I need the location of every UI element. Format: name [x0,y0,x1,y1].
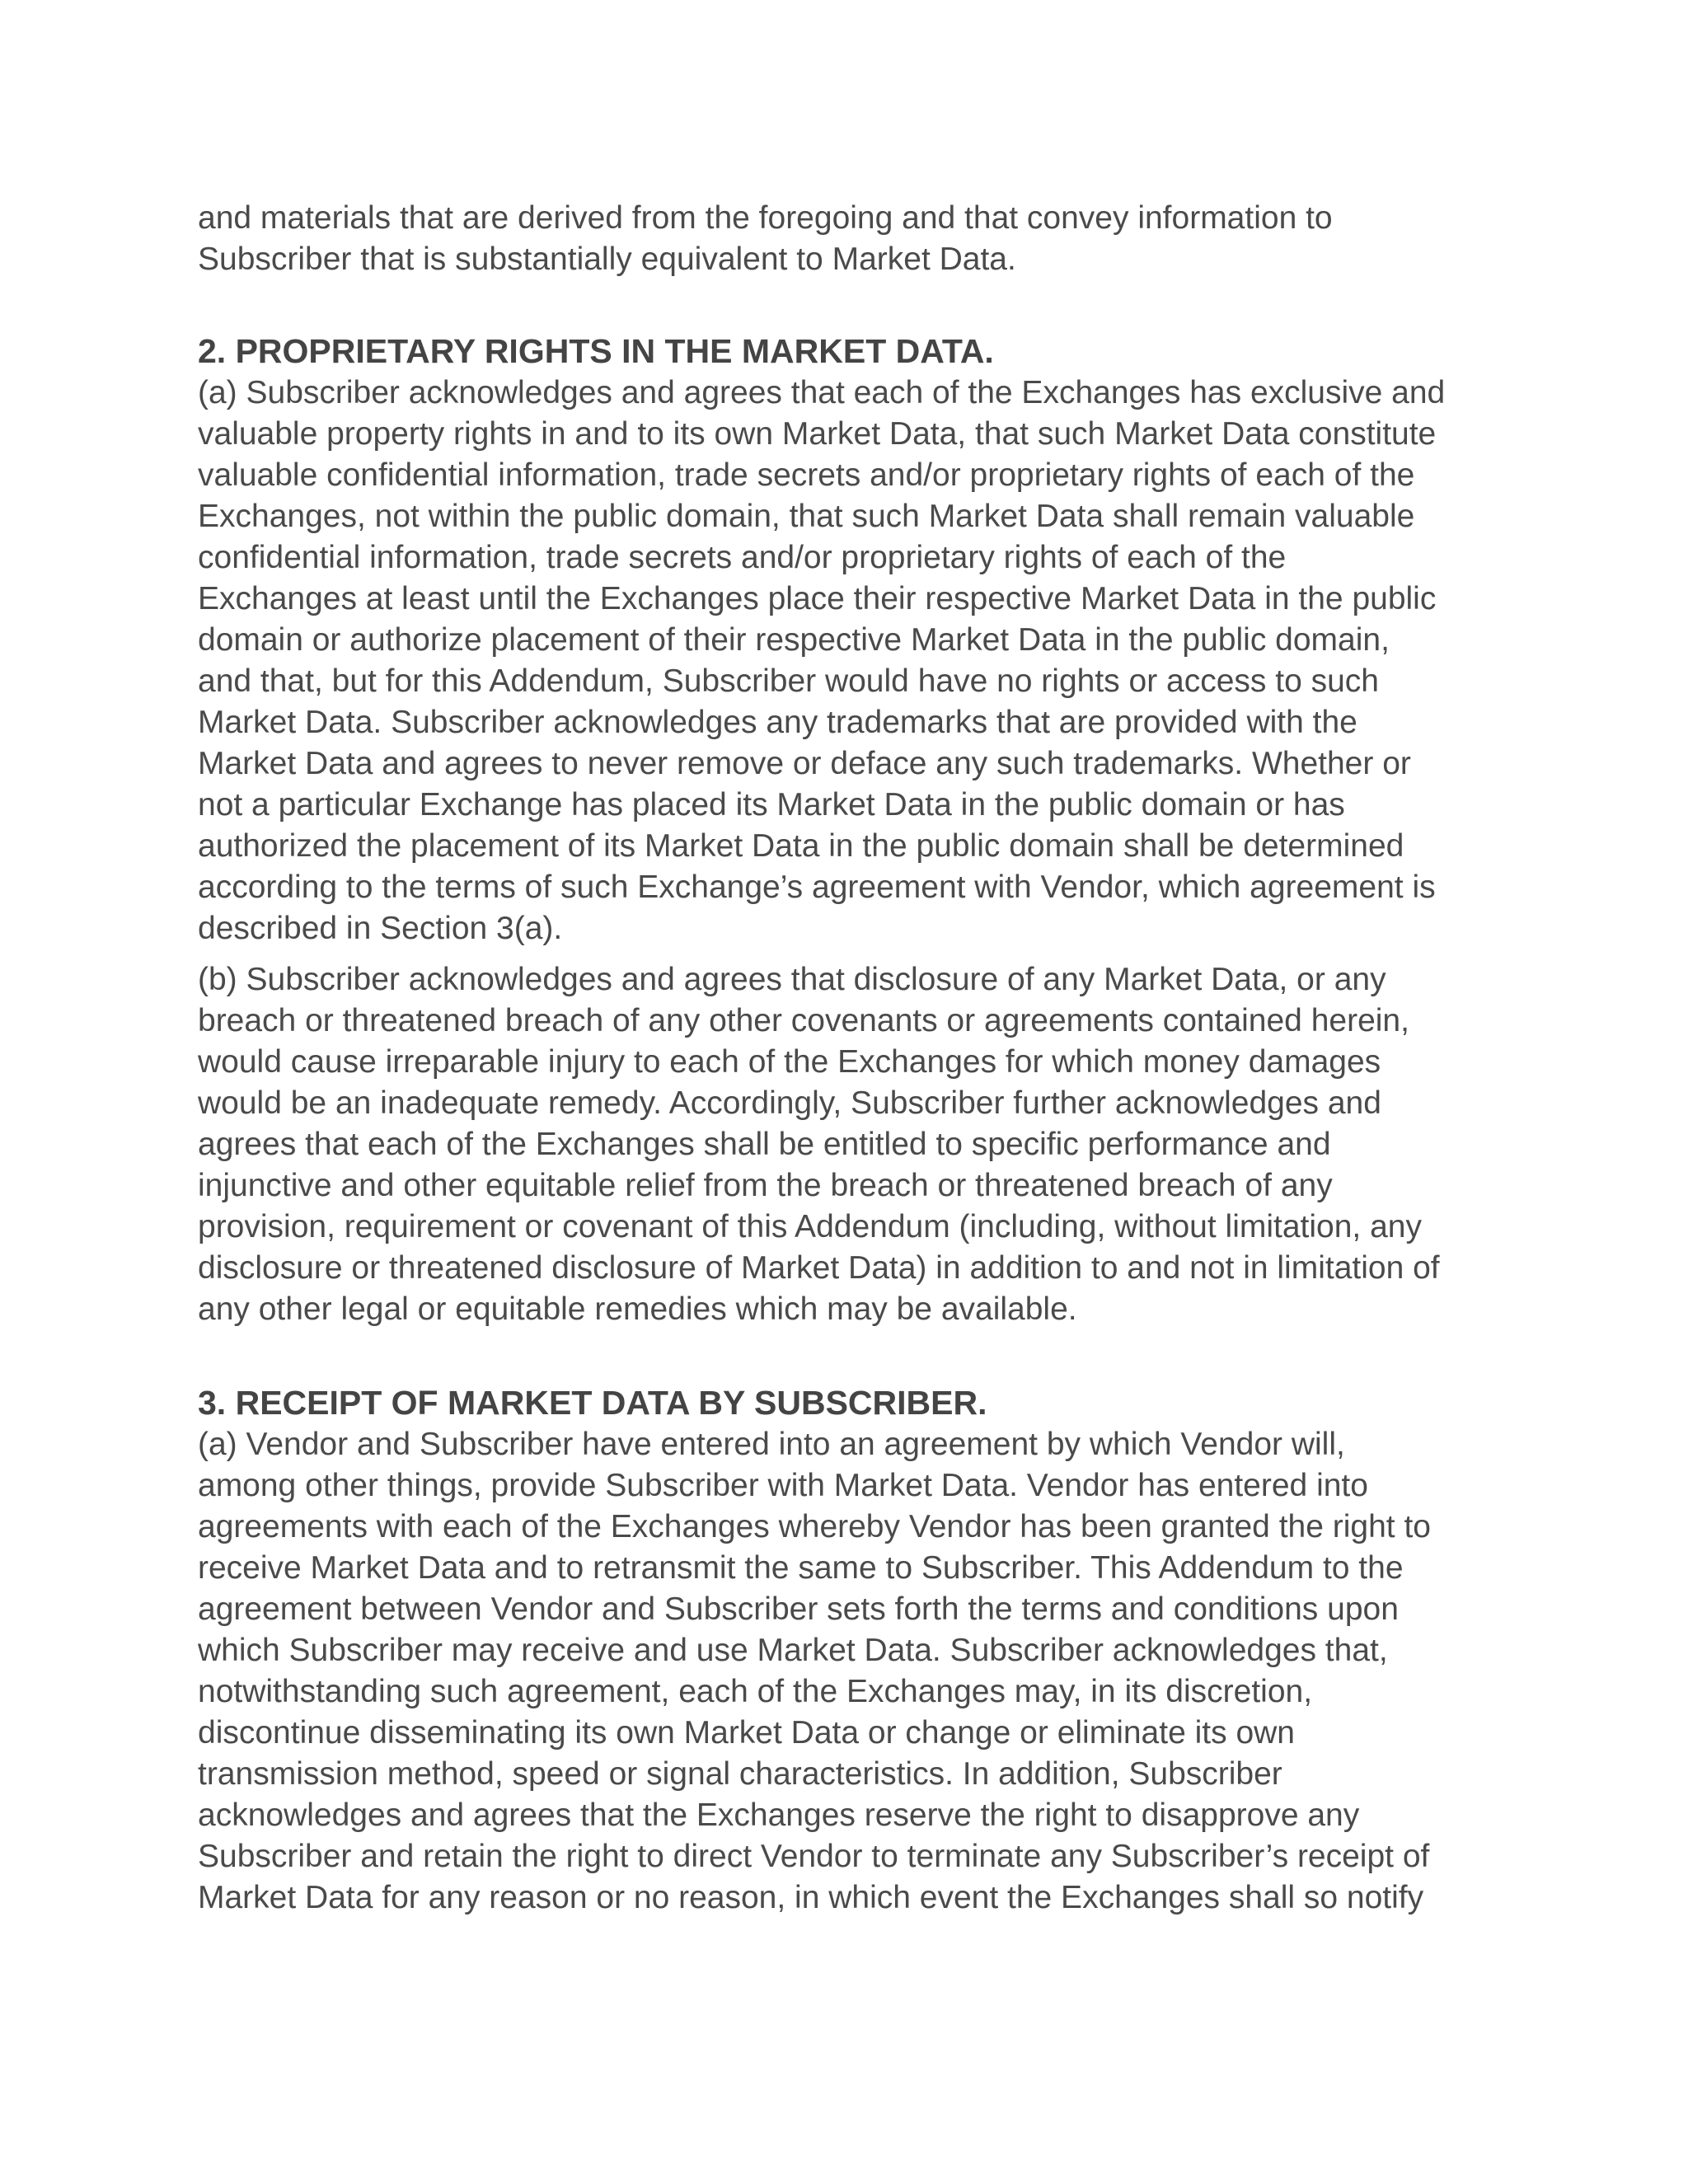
intro-paragraph [198,198,1492,280]
document-page [198,198,1492,1919]
text-line: breach or threatened breach of any other covenants or agreements contained herein, [198,1003,1409,1038]
text-line: Market Data. Subscriber acknowledges any trademarks that are provided with the [198,705,1357,740]
text-line: provision, requirement or covenant of this Addendum (including, without limitation, any [198,1209,1422,1244]
text-line: Subscriber that is substantially equivalent to Market Data. [198,241,1016,277]
text-line: described in Section 3(a). [198,911,563,946]
section-2-heading: 2. PROPRIETARY RIGHTS IN THE MARKET DATA. [198,332,994,370]
text-line: agrees that each of the Exchanges shall be entitled to specific performance and [198,1127,1331,1162]
section-3-paragraph-a [198,1424,1492,1919]
text-line: discontinue disseminating its own Market Data or change or eliminate its own [198,1715,1295,1750]
text-line: authorized the placement of its Market Data in the public domain shall be determined [198,828,1404,864]
text-line: which Subscriber may receive and use Market Data. Subscriber acknowledges that, [198,1633,1388,1668]
text-line: and that, but for this Addendum, Subscriber would have no rights or access to such [198,663,1379,699]
text-line: disclosure or threatened disclosure of Market Data) in addition to and not in limitation of [198,1250,1440,1286]
text-line: notwithstanding such agreement, each of the Exchanges may, in its discretion, [198,1674,1313,1709]
text-line: agreements with each of the Exchanges whereby Vendor has been granted the right to [198,1509,1431,1544]
section-3-heading: 3. RECEIPT OF MARKET DATA BY SUBSCRIBER. [198,1384,987,1422]
text-line: Subscriber and retain the right to direct Vendor to terminate any Subscriber’s receipt of [198,1839,1430,1874]
text-line: valuable property rights in and to its own Market Data, that such Market Data constitute [198,416,1437,452]
text-line: domain or authorize placement of their respective Market Data in the public domain, [198,622,1390,658]
text-line: would be an inadequate remedy. Accordingly, Subscriber further acknowledges and [198,1085,1381,1121]
text-line: confidential information, trade secrets and/or proprietary rights of each of the [198,540,1287,575]
text-line: valuable confidential information, trade secrets and/or proprietary rights of each of the [198,457,1415,493]
text-line: (a) Subscriber acknowledges and agrees that each of the Exchanges has exclusive and [198,375,1446,410]
section-2-paragraph-a [198,373,1492,949]
text-line: would cause irreparable injury to each of the Exchanges for which money damages [198,1044,1381,1080]
text-line: Exchanges at least until the Exchanges place their respective Market Data in the public [198,581,1437,616]
text-line: Market Data for any reason or no reason, in which event the Exchanges shall so notify [198,1880,1424,1915]
text-line: and materials that are derived from the foregoing and that convey information to [198,200,1333,236]
text-line: injunctive and other equitable relief from the breach or threatened breach of any [198,1168,1333,1203]
text-line: Market Data and agrees to never remove or deface any such trademarks. Whether or [198,746,1411,781]
text-line: receive Market Data and to retransmit the same to Subscriber. This Addendum to the [198,1550,1404,1586]
text-line: Exchanges, not within the public domain, that such Market Data shall remain valuable [198,499,1415,534]
text-line: (a) Vendor and Subscriber have entered into an agreement by which Vendor will, [198,1427,1345,1462]
text-line: any other legal or equitable remedies which may be available. [198,1291,1077,1327]
section-2-paragraph-b [198,959,1492,1330]
text-line: according to the terms of such Exchange’s agreement with Vendor, which agreement is [198,869,1436,905]
text-line: not a particular Exchange has placed its Market Data in the public domain or has [198,787,1345,823]
text-line: agreement between Vendor and Subscriber sets forth the terms and conditions upon [198,1591,1399,1627]
text-line: (b) Subscriber acknowledges and agrees that disclosure of any Market Data, or any [198,962,1386,997]
text-line: acknowledges and agrees that the Exchanges reserve the right to disapprove any [198,1797,1360,1833]
text-line: among other things, provide Subscriber with Market Data. Vendor has entered into [198,1468,1368,1503]
text-line: transmission method, speed or signal characteristics. In addition, Subscriber [198,1756,1282,1792]
